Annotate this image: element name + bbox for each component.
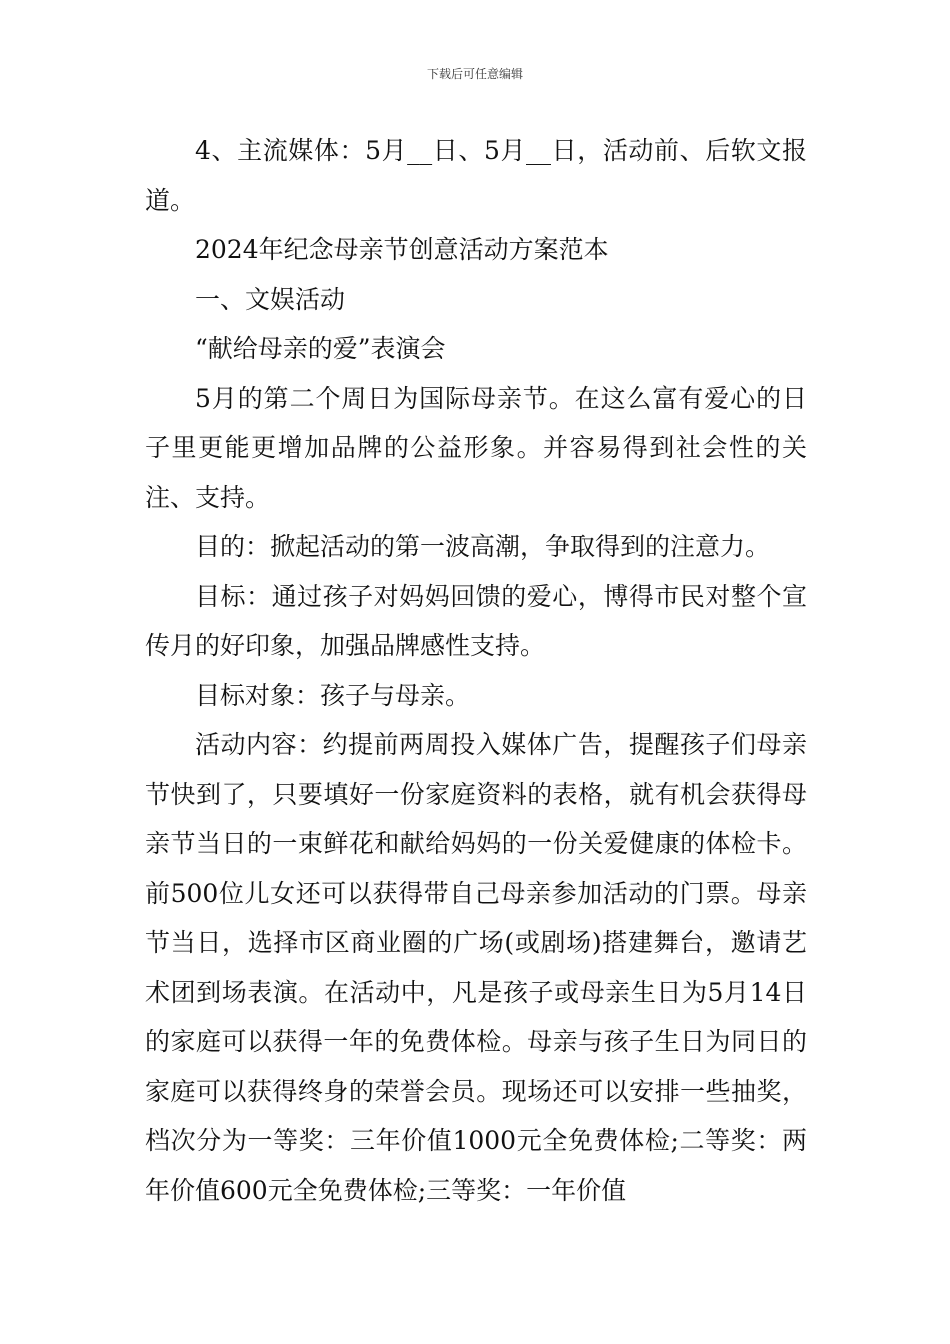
document-body <box>145 126 807 1215</box>
paragraph-section-heading: 一、文娱活动 <box>195 284 346 314</box>
paragraph-media-schedule: 4、主流媒体：5月__日、5月__日，活动前、后软文报道。 <box>145 136 807 215</box>
paragraph-intro: 5月的第二个周日为国际母亲节。在这么富有爱心的日子里更能更增加品牌的公益形象。并容易得到社会性的关注、支持。 <box>145 383 807 512</box>
paragraph-plan-title: 2024年纪念母亲节创意活动方案范本 <box>195 235 609 264</box>
paragraph-target-audience: 目标对象：孩子与母亲。 <box>195 680 471 710</box>
paragraph-purpose: 目的：掀起活动的第一波高潮，争取得到的注意力。 <box>195 532 771 561</box>
paragraph-activity-content: 活动内容：约提前两周投入媒体广告，提醒孩子们母亲节快到了，只要填好一份家庭资料的表格，就有机会获得母亲节当日的一束鲜花和献给妈妈的一份关爱健康的体检卡。前500位儿女还可以获得带自己母亲参加活动的门票。母亲节当日，选择市区商业圈的广场(或剧场)搭建舞台，邀请艺术团到场表演。在活动中，凡是孩子或母亲生日为5月14日的家庭可以获得一年的免费体检。母亲与孩子生日为同日的家庭可以获得终身的荣誉会员。现场还可以安排一些抽奖，档次分为一等奖：三年价值1000元全免费体检;二等奖：两年价值600元全免费体检;三等奖：一年价值 <box>145 730 807 1205</box>
paragraph-event-name: “献给母亲的爱”表演会 <box>195 334 446 363</box>
paragraph-goal: 目标：通过孩子对妈妈回馈的爱心，博得市民对整个宣传月的好印象，加强品牌感性支持。 <box>145 581 807 660</box>
page-header: 下载后可任意编辑 <box>426 67 523 81</box>
